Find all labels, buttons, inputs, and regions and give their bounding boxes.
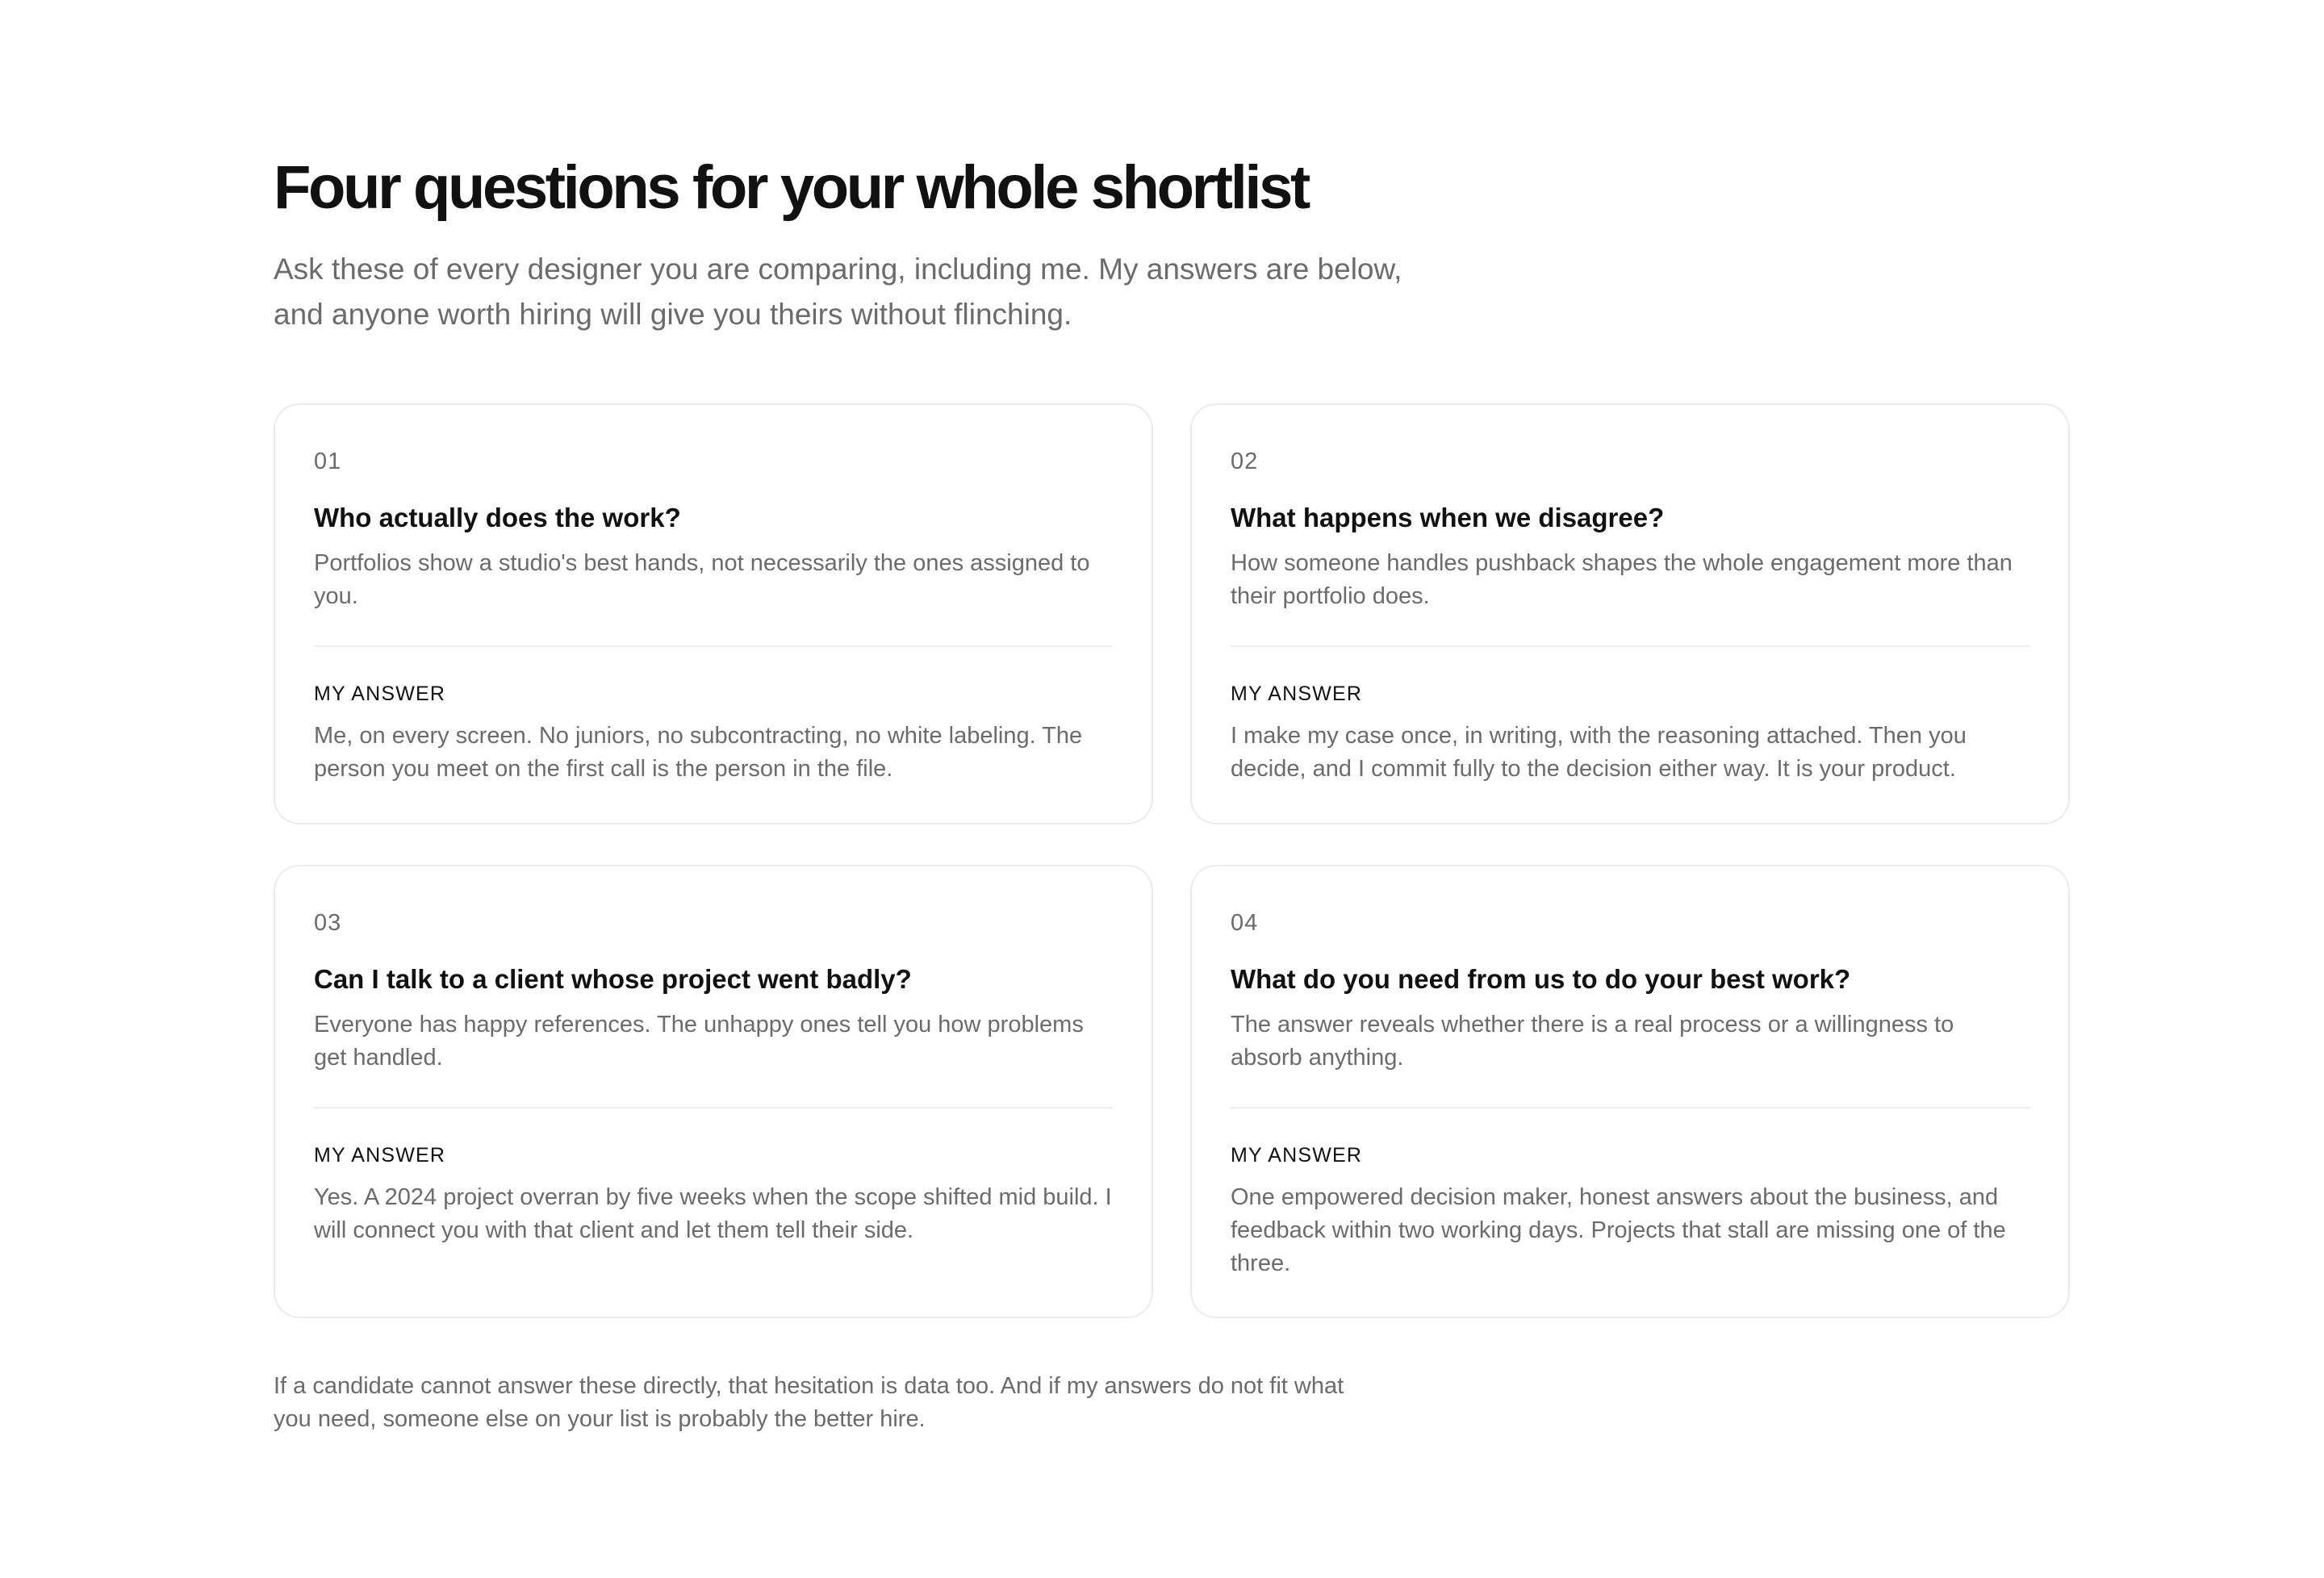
question-card-02: [1190, 403, 2070, 824]
page-title: Four questions for your whole shortlist: [274, 153, 1308, 222]
question-rationale: How someone handles pushback shapes the whole engagement more than their portfolio does.: [1231, 550, 2013, 609]
answer-label: MY ANSWER: [1231, 1144, 1363, 1167]
answer-text: I make my case once, in writing, with the reasoning attached. Then you decide, and I commit fully to the decision either way. It is your product.: [1231, 723, 1967, 782]
question-number: 01: [314, 449, 342, 474]
question-title: Who actually does the work?: [314, 503, 681, 532]
answer-text: Yes. A 2024 project overran by five weeks when the scope shifted mid build. I will connect you with that client and let them tell their side.: [314, 1184, 1112, 1243]
answer-text: One empowered decision maker, honest answers about the business, and feedback within two working days. Projects that stall are missing one of the three.: [1231, 1184, 2006, 1276]
card-divider: [314, 1107, 1113, 1108]
question-card-04: [1190, 865, 2070, 1318]
card-divider: [1231, 1107, 2029, 1108]
question-number: 02: [1231, 449, 1259, 474]
answer-label: MY ANSWER: [314, 683, 446, 705]
question-rationale: Everyone has happy references. The unhappy ones tell you how problems get handled.: [314, 1012, 1084, 1071]
question-title: What happens when we disagree?: [1231, 503, 1665, 532]
question-number: 04: [1231, 910, 1259, 936]
question-grid: [274, 403, 2070, 1318]
question-rationale: Portfolios show a studio's best hands, not necessarily the ones assigned to you.: [314, 550, 1090, 609]
question-number: 03: [314, 910, 342, 936]
card-divider: [314, 645, 1113, 647]
question-title: What do you need from us to do your best work?: [1231, 964, 1851, 994]
answer-text: Me, on every screen. No juniors, no subcontracting, no white labeling. The person you meet on the first call is the person in the file.: [314, 723, 1083, 782]
page-subtitle: Ask these of every designer you are comparing, including me. My answers are below, and anyone worth hiring will give you theirs without flinching.: [274, 253, 1402, 331]
question-card-03: [274, 865, 1153, 1318]
question-title: Can I talk to a client whose project went badly?: [314, 964, 912, 994]
question-card-01: [274, 403, 1153, 824]
footer-note: If a candidate cannot answer these directly, that hesitation is data too. And if my answers do not fit what you need, someone else on your list is probably the better hire.: [274, 1373, 1344, 1432]
card-divider: [1231, 645, 2029, 647]
answer-label: MY ANSWER: [314, 1144, 446, 1167]
answer-label: MY ANSWER: [1231, 683, 1363, 705]
question-rationale: The answer reveals whether there is a real process or a willingness to absorb anything.: [1231, 1012, 1954, 1071]
